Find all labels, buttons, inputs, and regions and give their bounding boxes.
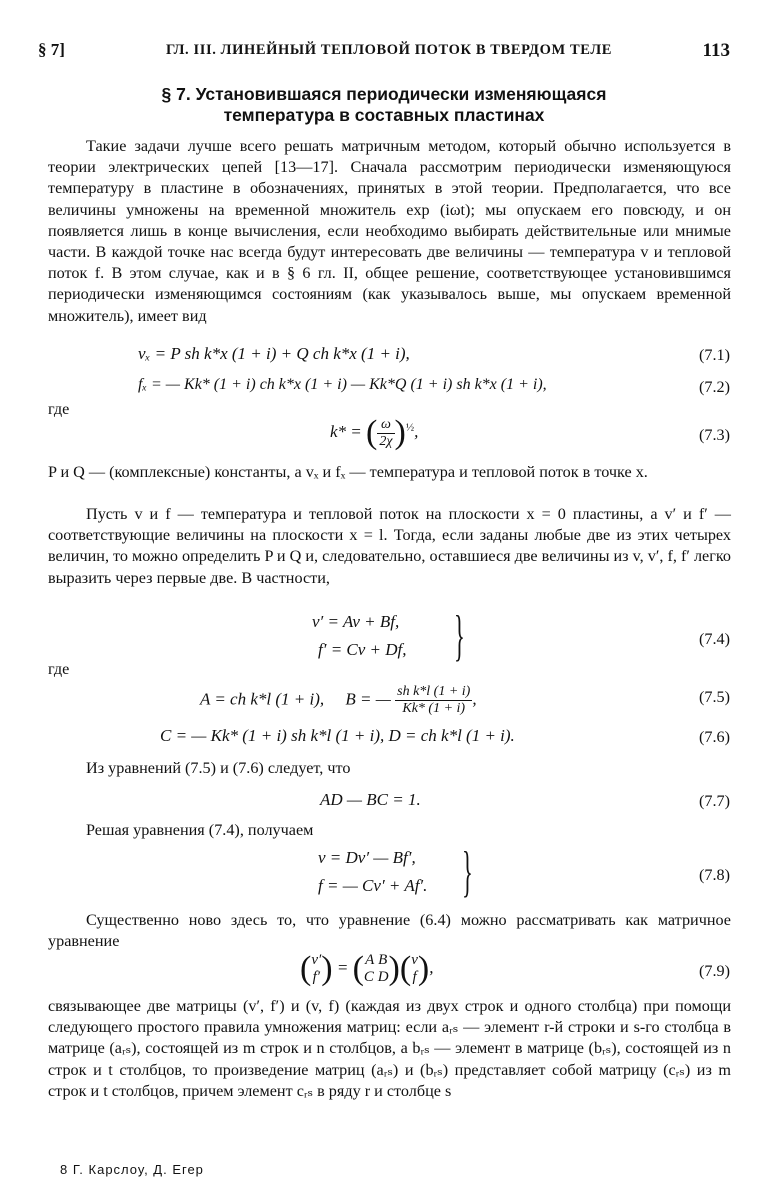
equation-number-7-6: (7.6) (698, 728, 730, 746)
equation-7-3: k* = ( $\frac{\omega}{2\chi}$ )$^{\frac{1}{2}}$, (330, 414, 419, 451)
line-solving: Решая уравнения (7.4), получаем (86, 821, 314, 839)
equation-number-7-1: (7.1) (698, 346, 730, 364)
equation-7-8a: v = Dv′ — Bf′, (318, 848, 416, 867)
equation-7-7: AD — BC = 1. (320, 790, 421, 809)
equation-7-9: (v′ f′) = (A B C D)(v f), (300, 950, 434, 987)
equation-number-7-4: (7.4) (698, 630, 730, 648)
paragraph-let: Пусть v и f — температура и тепловой поток на плоскости x = 0 пластины, а v′ и f′ — соответствующие величины на плоскости x = l. Тогда, если заданы любые две из этих четырех величин, то можно определить P и Q и, следовательно, оставшиеся две величины из v, v′, f, f′ легко выразить через первые две. В частности, (48, 505, 731, 587)
running-header (38, 40, 730, 64)
equation-7-1: vₓ = P sh k*x (1 + i) + Q ch k*x (1 + i), (138, 344, 410, 363)
page-number: 113 (702, 40, 730, 61)
equation-number-7-8: (7.8) (698, 866, 730, 884)
line-it-follows: Из уравнений (7.5) и (7.6) следует, что (86, 759, 351, 777)
equation-7-4b: f′ = Cv + Df, (318, 640, 407, 659)
paragraph-intro: Такие задачи лучше всего решать матричным методом, который обычно используется в теории электрических цепей [13—17]. Сначала рассмотрим периодически изменяющуюся температуру в пластине в обозначениях, принятых в этой теории. Предполагается, что все величины умножены на временной множитель exp (iωt); мы опускаем его повсюду, и он появляется лишь в конце вычисления, если необходимо выбирать действительные или мнимые части. В каждой точке нас всегда будут интересовать две величины — температура v и тепловой поток f. В этом случае, как и в § 6 гл. II, общее решение, соответствующее установившимся периодически изменяющимся состояниям (как указывалось выше, мы опускаем временной множитель), имеет вид (48, 137, 731, 325)
word-where-2: где (48, 660, 70, 678)
word-where-1: где (48, 400, 70, 418)
equation-number-7-7: (7.7) (698, 792, 730, 810)
footer-signature: 8 Г. Карслоу, Д. Егер (60, 1162, 204, 1177)
equation-7-2: fₓ = — Kk* (1 + i) ch k*x (1 + i) — Kk*Q (1 + i) sh k*x (1 + i), (138, 376, 547, 393)
header-chapter-title: ГЛ. III. ЛИНЕЙНЫЙ ТЕПЛОВОЙ ПОТОК В ТВЕРДОМ ТЕЛЕ (166, 42, 613, 58)
equation-number-7-9: (7.9) (698, 962, 730, 980)
equation-7-8b: f = — Cv′ + Af′. (318, 876, 428, 895)
header-section-ref: § 7] (38, 40, 65, 59)
equation-7-5: A = ch k*l (1 + i), B = — $\frac{\text{sh k*l (1 + i)}}{Kk* (1 + i)}$ , (200, 684, 477, 716)
equation-number-7-5: (7.5) (698, 688, 730, 706)
paragraph-matrix-intro: Существенно ново здесь то, что уравнение (6.4) можно рассматривать как матричное уравнение (48, 911, 731, 951)
equation-number-7-3: (7.3) (698, 426, 730, 444)
paragraph-constants: P и Q — (комплексные) константы, а vₓ и fₓ — температура и тепловой поток в точке x. (48, 463, 648, 481)
brace-7-8: } (462, 841, 473, 903)
equation-7-4a: v′ = Av + Bf, (312, 612, 400, 631)
equation-7-6: C = — Kk* (1 + i) sh k*l (1 + i), D = ch k*l (1 + i). (160, 726, 515, 745)
brace-7-4: } (454, 605, 465, 667)
paragraph-matrix-rule: связывающее две матрицы (v′, f′) и (v, f) (каждая из двух строк и одного столбца) при помощи следующего простого правила умножения матриц: если aᵣₛ — элемент r-й строки и s-го столбца в матрице (aᵣₛ), состоящей из m строк и n столбцов, а bᵣₛ — элемент в матрице (bᵣₛ), состоящей из n строк и t столбцов, то произведение матриц (aᵣₛ) и (bᵣₛ) представляет собой матрицу (cᵣₛ) из m строк и t столбцов, причем элемент cᵣₛ в ряду r и столбце s (48, 997, 731, 1100)
equation-number-7-2: (7.2) (698, 378, 730, 396)
section-title: § 7. Установившаяся периодически изменяющаяся температура в составных пластинах (161, 84, 607, 125)
